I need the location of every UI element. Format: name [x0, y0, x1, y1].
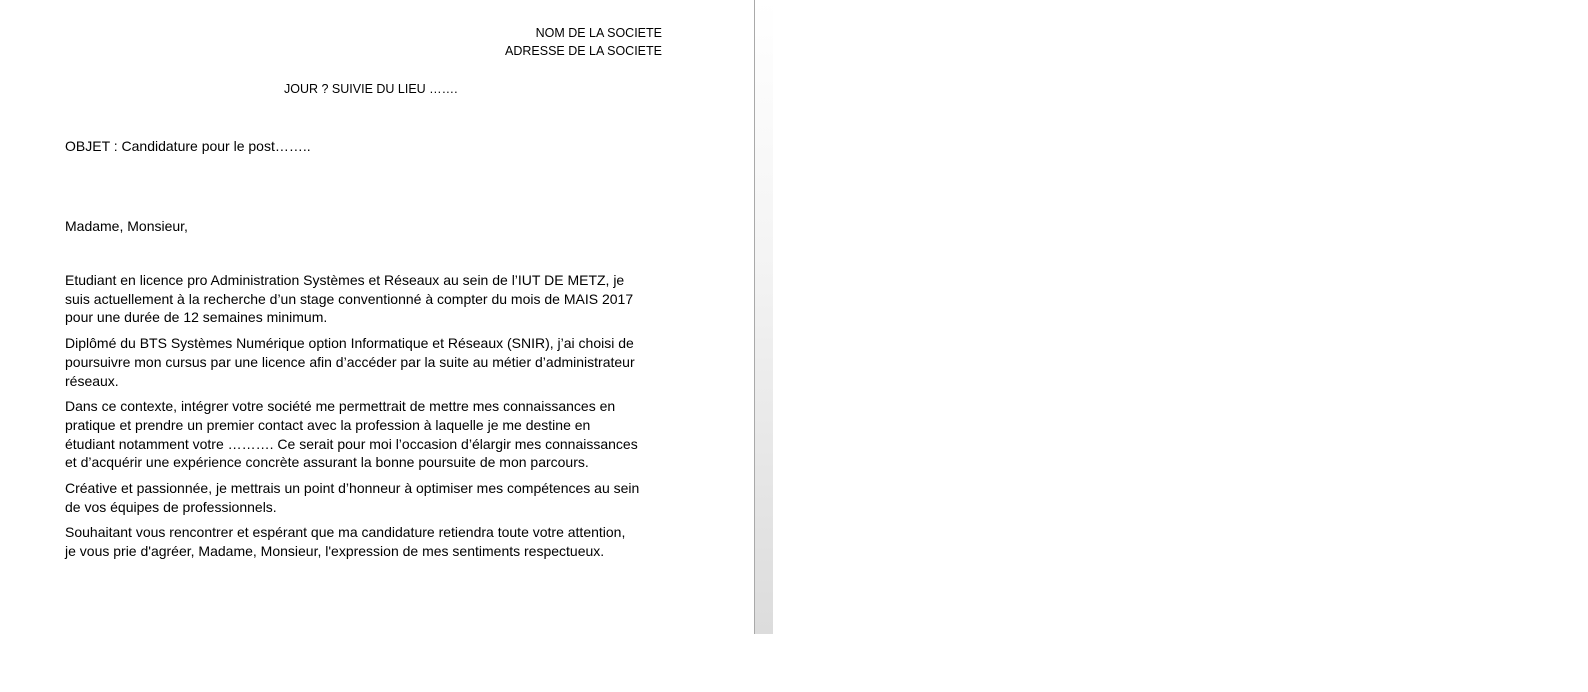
paragraph-1: Etudiant en licence pro Administration Systèmes et Réseaux au sein de l’IUT DE METZ, je suis actuellement à la recherche d’un stage conventionné à compter du mois de MAIS 2017 pour une durée de 12 semaines minimum.: [65, 272, 634, 326]
company-name: NOM DE LA SOCIETE: [535, 26, 662, 40]
page-gutter: [754, 0, 773, 634]
paragraph-2: Diplômé du BTS Systèmes Numérique option Informatique et Réseaux (SNIR), j’ai choisi de poursuivre mon cursus par une licence afin d’accéder par la suite au métier d’administrateur réseaux.: [65, 335, 635, 389]
company-header: [505, 24, 662, 60]
subject-line: OBJET : Candidature pour le post……..: [65, 138, 311, 154]
paragraph-5: Souhaitant vous rencontrer et espérant que ma candidature retiendra toute votre attention, je vous prie d'agréer, Madame, Monsieur, l'expression de mes sentiments respectueux.: [65, 524, 626, 560]
date-place-line: JOUR ? SUIVIE DU LIEU …….: [284, 82, 458, 96]
salutation: Madame, Monsieur,: [65, 218, 188, 234]
paragraph-4: Créative et passionnée, je mettrais un point d’honneur à optimiser mes compétences au sein de vos équipes de professionnels.: [65, 480, 640, 515]
letter-body: [65, 271, 665, 568]
paragraph-3: Dans ce contexte, intégrer votre société me permettrait de mettre mes connaissances en pratique et prendre un premier contact avec la profession à laquelle je me destine en étudiant notamment votre ………. Ce serait pour moi l’occasion d’élargir mes connaissances et d’acquérir une expérience concrète assurant la bonne poursuite de mon parcours.: [65, 398, 638, 471]
company-address: ADRESSE DE LA SOCIETE: [505, 44, 662, 58]
document-page[interactable]: [0, 0, 754, 634]
